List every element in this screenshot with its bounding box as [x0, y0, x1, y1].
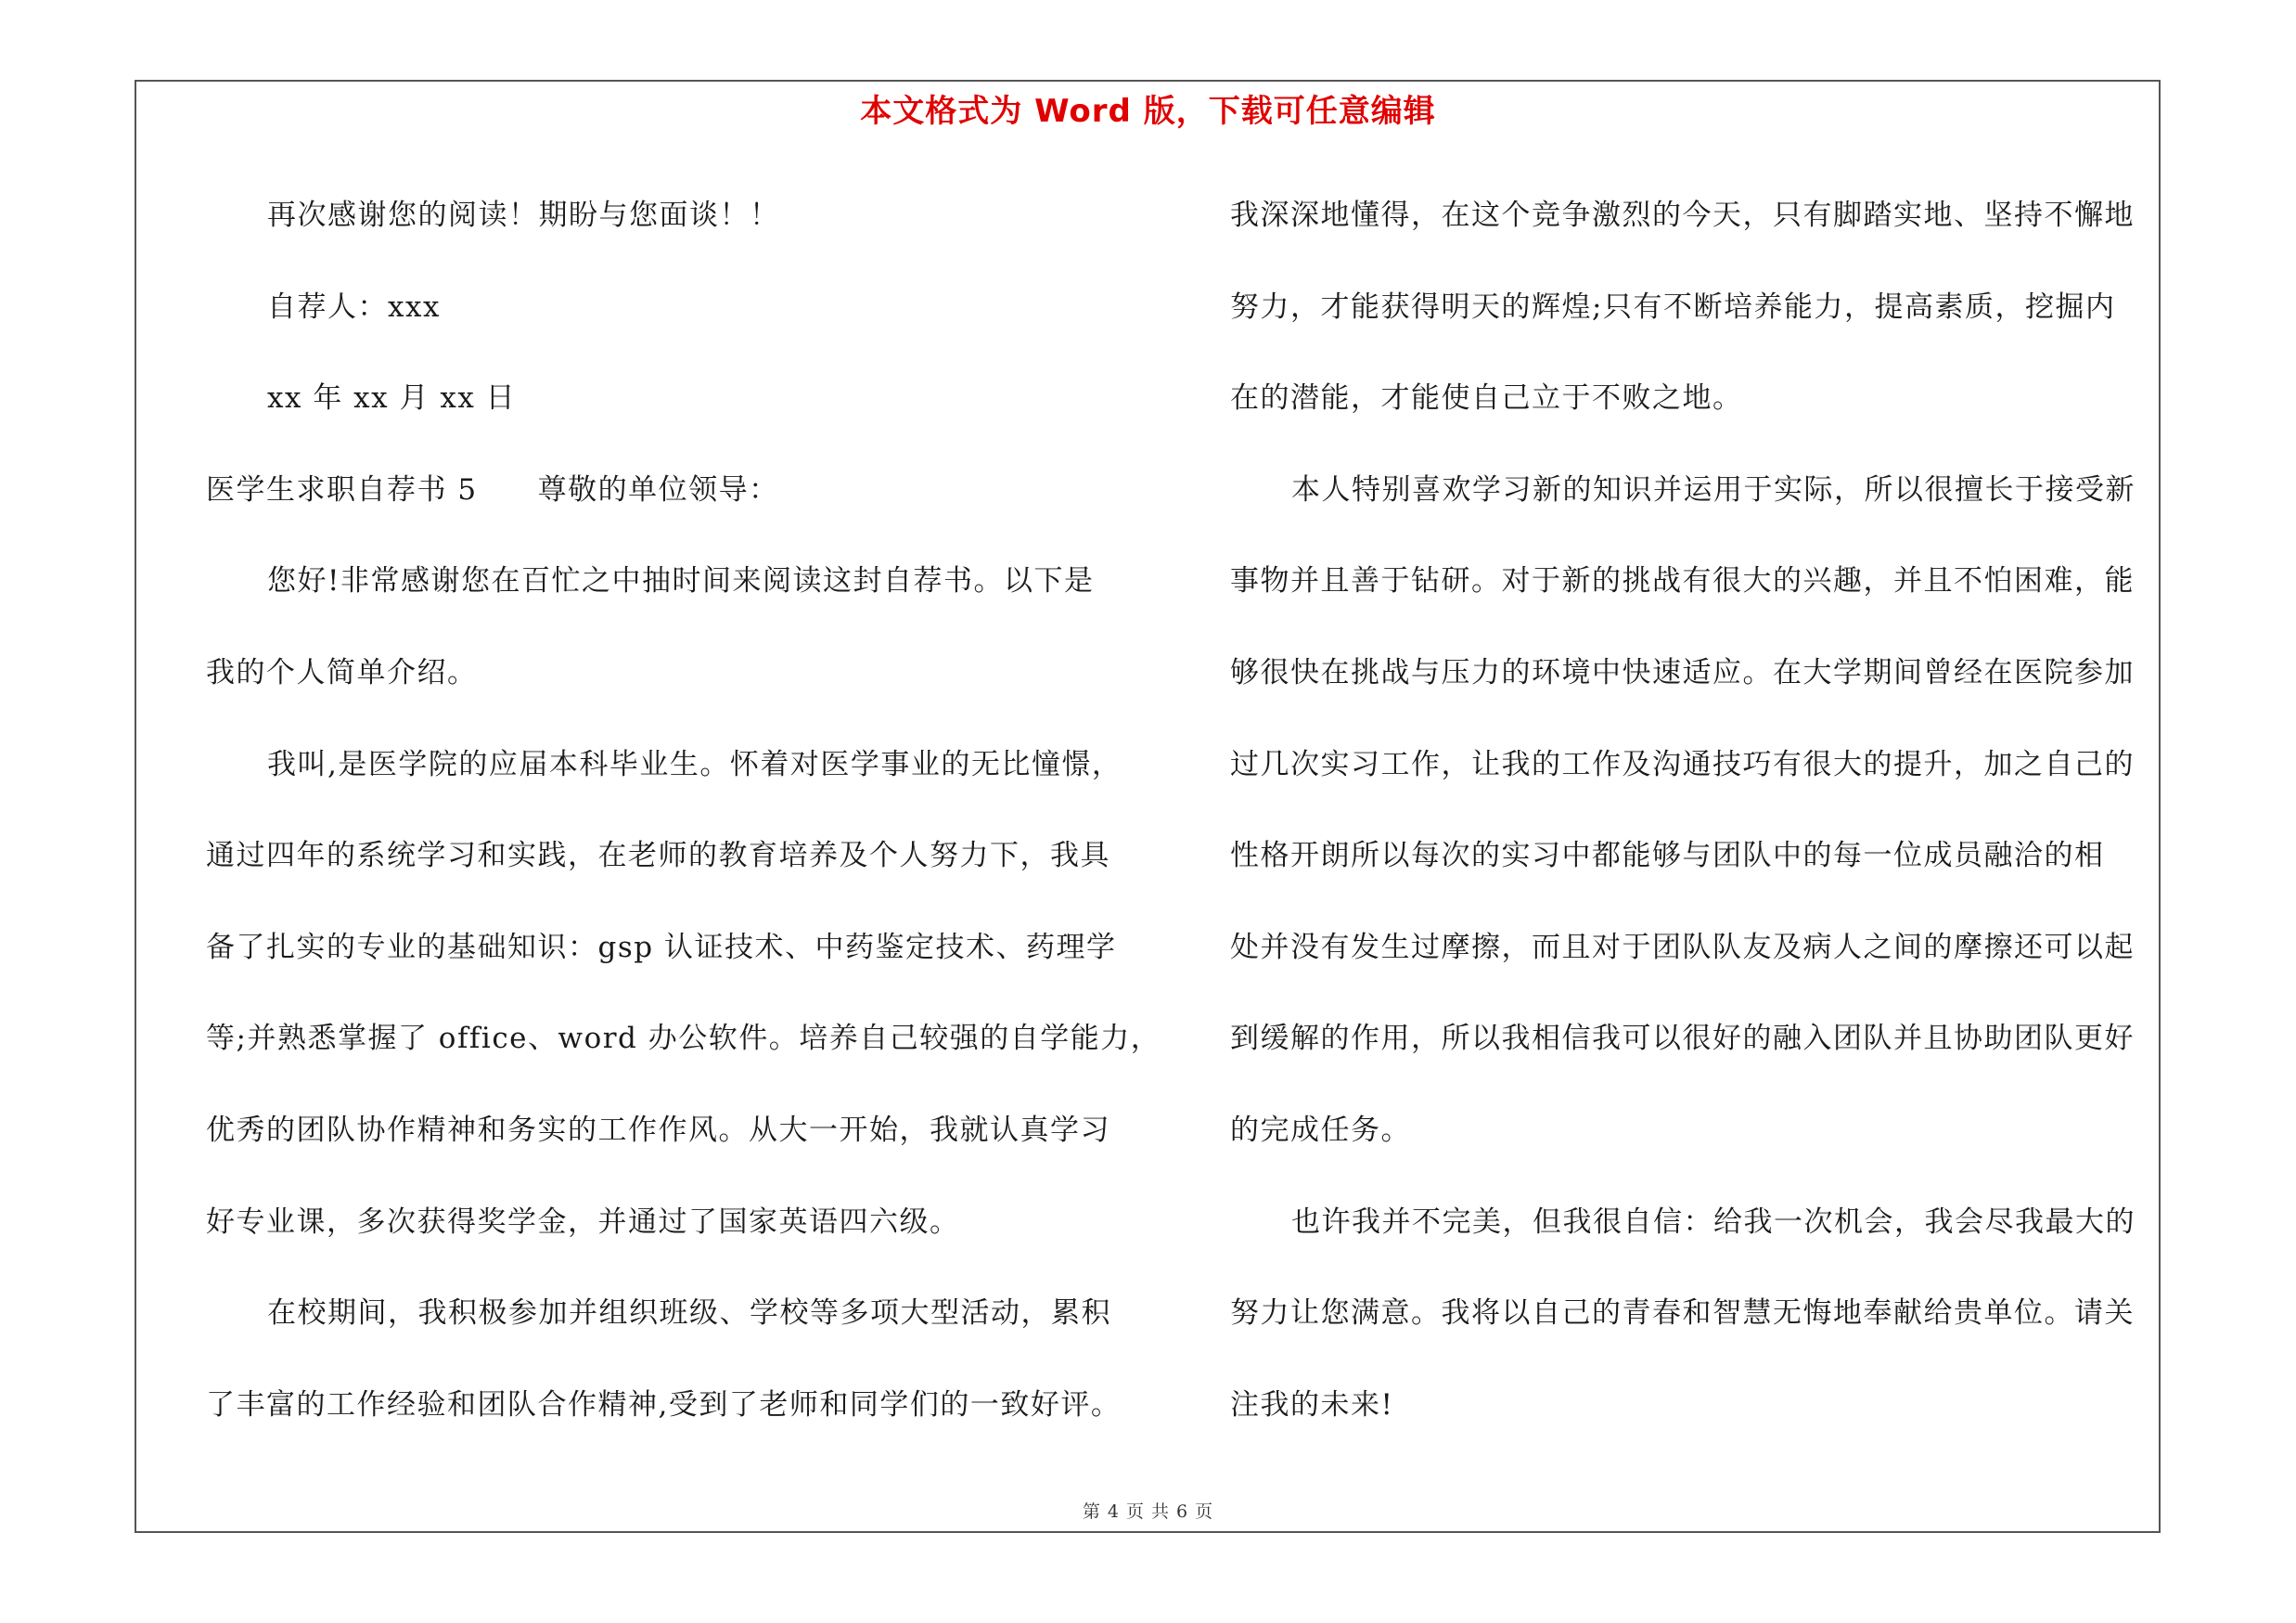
text-line: 到缓解的作用，所以我相信我可以很好的融入团队并且协助团队更好	[1230, 1022, 2135, 1056]
text-line: 性格开朗所以每次的实习中都能够与团队中的每一位成员融洽的相	[1230, 839, 2105, 873]
text-line: 了丰富的工作经验和团队合作精神,受到了老师和同学们的一致好评。	[206, 1387, 1122, 1422]
text-line: 过几次实习工作，让我的工作及沟通技巧有很大的提升，加之自己的	[1230, 747, 2135, 781]
text-line: 等;并熟悉掌握了 office、word 办公软件。培养自己较强的自学能力，	[206, 1022, 1161, 1056]
text-line: 努力让您满意。我将以自己的青春和智慧无悔地奉献给贵单位。请关	[1230, 1296, 2135, 1331]
text-line: 再次感谢您的阅读！期盼与您面谈！！	[267, 199, 780, 232]
text-line: 注我的未来!	[1230, 1387, 1394, 1422]
text-line: 您好!非常感谢您在百忙之中抽时间来阅读这封自荐书。以下是	[267, 564, 1095, 599]
text-line: 事物并且善于钻研。对于新的挑战有很大的兴趣，并且不怕困难，能	[1230, 564, 2135, 599]
text-line: 处并没有发生过摩擦，而且对于团队队友及病人之间的摩擦还可以起	[1230, 930, 2135, 964]
text-line: 我深深地懂得，在这个竞争激烈的今天，只有脚踏实地、坚持不懈地	[1230, 199, 2135, 232]
text-line: 在的潜能，才能使自己立于不败之地。	[1230, 381, 1743, 416]
text-line: 本人特别喜欢学习新的知识并运用于实际，所以很擅长于接受新	[1291, 472, 2136, 507]
text-line: xx 年 xx 月 xx 日	[267, 381, 517, 416]
text-line: 好专业课，多次获得奖学金，并通过了国家英语四六级。	[206, 1204, 960, 1239]
text-line: 的完成任务。	[1230, 1114, 1411, 1147]
text-line: 优秀的团队协作精神和务实的工作作风。从大一开始，我就认真学习	[206, 1114, 1110, 1147]
text-line: 够很快在挑战与压力的环境中快速适应。在大学期间曾经在医院参加	[1230, 656, 2135, 689]
text-line: 医学生求职自荐书 5 尊敬的单位领导：	[206, 472, 779, 507]
page-number-footer: 第 4 页 共 6 页	[1082, 1501, 1214, 1522]
text-line: 自荐人：xxx	[267, 290, 441, 324]
text-line: 努力，才能获得明天的辉煌;只有不断培养能力，提高素质，挖掘内	[1230, 290, 2116, 324]
text-line: 通过四年的系统学习和实践，在老师的教育培养及个人努力下，我具	[206, 839, 1110, 873]
text-line: 在校期间，我积极参加并组织班级、学校等多项大型活动，累积	[267, 1296, 1111, 1331]
text-line: 我叫,是医学院的应届本科毕业生。怀着对医学事业的无比憧憬，	[267, 747, 1122, 781]
text-line: 也许我并不完美，但我很自信：给我一次机会，我会尽我最大的	[1291, 1204, 2136, 1239]
text-line: 备了扎实的专业的基础知识：gsp 认证技术、中药鉴定技术、药理学	[206, 930, 1117, 964]
format-notice-banner: 本文格式为 Word 版，下载可任意编辑	[860, 93, 1436, 130]
text-line: 我的个人简单介绍。	[206, 656, 478, 689]
